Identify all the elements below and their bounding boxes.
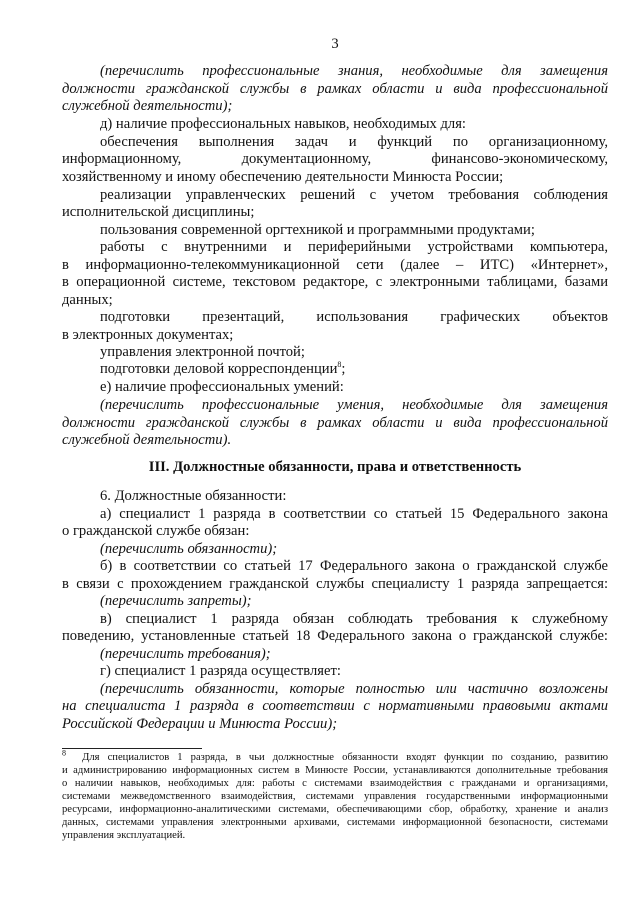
text-line: (перечислить обязанности, которые полностью или частично возложены — [100, 681, 608, 697]
text-line: (перечислить профессиональные знания, необходимые для замещения — [100, 63, 608, 79]
footnote-line: системами межведомственного взаимодействия, системами управления государственными информационными — [62, 791, 608, 802]
footnote-number: 8 — [62, 748, 66, 758]
text-line-suffix: ; — [341, 361, 346, 377]
text-line: в связи с прохождением гражданской службы специалисту 1 разряда запрещается: — [62, 576, 608, 592]
text-line: обеспечения выполнения задач и функций по организационному, — [100, 134, 608, 150]
text-line: г) специалист 1 разряда осуществляет: — [100, 663, 341, 679]
text-line: д) наличие профессиональных навыков, необходимых для: — [100, 116, 466, 132]
text-line: должности гражданской службы в рамках области и вида профессиональной — [62, 415, 608, 431]
text-line: 6. Должностные обязанности: — [100, 488, 287, 504]
text-line: в электронных документах; — [62, 327, 234, 343]
text-line — [100, 361, 608, 378]
footnote-line: ресурсами, информационно-аналитическими системами, обеспечивающими сбор, обработку, хранение и анализ — [62, 804, 608, 815]
text-line: (перечислить запреты); — [100, 593, 252, 609]
text-line: должности гражданской службы в рамках области и вида профессиональной — [62, 81, 608, 97]
footnote-line: данных, системами управления электронными архивами, системами информационной безопасности, системами — [62, 817, 608, 828]
text-line: хозяйственному и иному обеспечению деятельности Минюста России; — [62, 169, 504, 185]
text-line: информационному, документационному, финансово-экономическому, — [62, 151, 608, 167]
footnote-divider — [62, 748, 202, 749]
text-line: а) специалист 1 разряда в соответствии со статьей 15 Федерального закона — [100, 506, 608, 522]
text-line-content: подготовки деловой корреспонденции — [100, 361, 338, 377]
text-line: (перечислить обязанности); — [100, 541, 278, 557]
text-line: в) специалист 1 разряда обязан соблюдать требования к служебному — [100, 611, 608, 627]
text-line: исполнительской дисциплины; — [62, 204, 255, 220]
text-line: служебной деятельности); — [62, 98, 233, 114]
text-line: б) в соответствии со статьей 17 Федерального закона о гражданской службе — [100, 558, 608, 574]
text-line: о гражданской службе обязан: — [62, 523, 250, 539]
footnote-line: о наличии навыков, необходимых для: работы с системами взаимодействия с гражданами и организациями, — [62, 778, 608, 789]
text-line: (перечислить требования); — [100, 646, 271, 662]
text-line: в информационно-телекоммуникационной сети (далее – ИТС) «Интернет», — [62, 257, 608, 273]
page-number: 3 — [331, 36, 339, 52]
footnote-reference: 8 — [337, 360, 342, 370]
text-line: управления электронной почтой; — [100, 344, 305, 360]
footnote-line: управления эксплуатацией. — [62, 830, 186, 841]
text-line: служебной деятельности). — [62, 432, 232, 448]
text-line: данных; — [62, 292, 113, 308]
footnote-line: и администрированию информационных систем в Минюсте России, устанавливаются дополнительные требования — [62, 765, 608, 776]
text-line: поведению, установленные статьей 18 Федерального закона о гражданской службе: — [62, 628, 608, 644]
text-line: в операционной системе, текстовом редакторе, с электронными таблицами, базами — [62, 274, 608, 290]
footnote-text: Для специалистов 1 разряда, в чьи должностные обязанности входят функции по созданию, развитию — [82, 752, 608, 763]
text-line: подготовки презентаций, использования графических объектов — [100, 309, 608, 325]
text-line: (перечислить профессиональные умения, необходимые для замещения — [100, 397, 608, 413]
text-line: работы с внутренними и периферийными устройствами компьютера, — [100, 239, 608, 255]
text-line: Российской Федерации и Минюста России); — [62, 716, 338, 732]
text-line: на специалиста 1 разряда в соответствии с нормативными правовыми актами — [62, 698, 608, 714]
text-line: е) наличие профессиональных умений: — [100, 379, 344, 395]
text-line: реализации управленческих решений с учетом требования соблюдения — [100, 187, 608, 203]
text-line: пользования современной оргтехникой и программными продуктами; — [100, 222, 535, 238]
section-heading: III. Должностные обязанности, права и ответственность — [148, 459, 522, 475]
footnote-line — [62, 748, 608, 765]
